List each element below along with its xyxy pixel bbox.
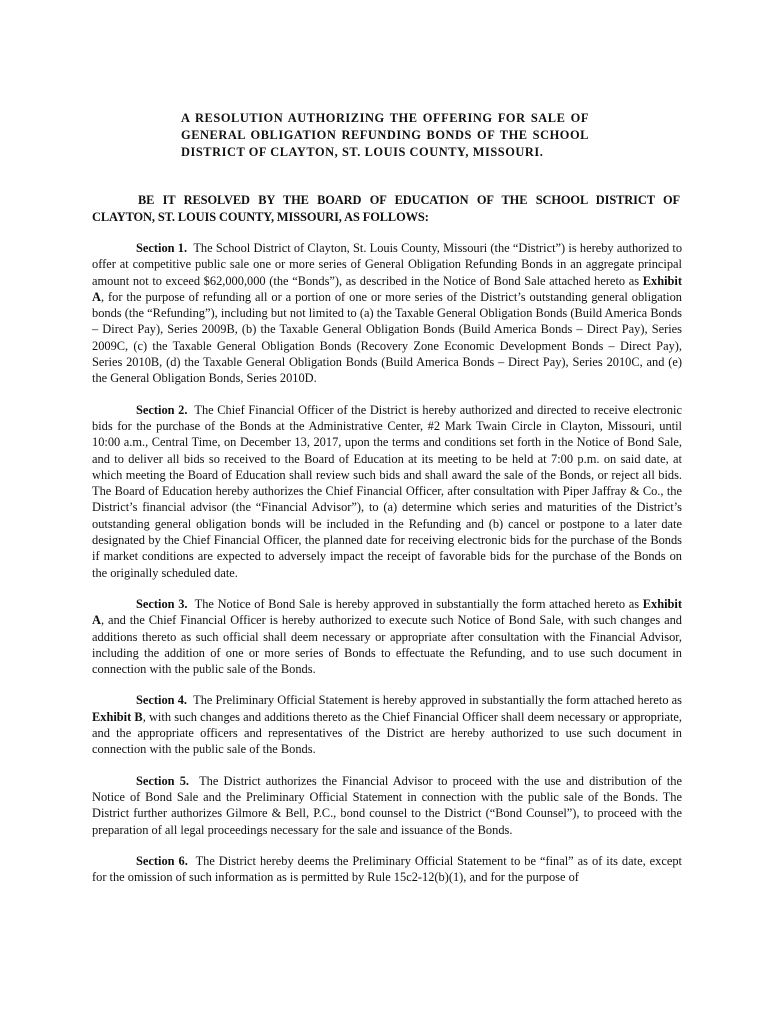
section-5-paragraph [92, 773, 682, 838]
section-2-paragraph [92, 402, 682, 581]
section-4-text-b: , with such changes and additions thereto as the Chief Financial Officer shall deem necessary or appropriate, and the appropriate officers and representatives of the District are hereby authorized to use such document in connection with the public sale of the Bonds. [92, 709, 682, 757]
resolved-clause: BE IT RESOLVED BY THE BOARD OF EDUCATION OF THE SCHOOL DISTRICT OF CLAYTON, ST. LOUIS COUNTY, MISSOURI, AS FOLLOWS: [92, 193, 680, 225]
section-4-exhibit-ref: Exhibit B [92, 709, 143, 724]
section-1-text-a: The School District of Clayton, St. Louis County, Missouri (the “District”) is hereby authorized to offer at competitive public sale one or more series of General Obligation Refunding Bonds in an aggregate principal amount not to exceed $62,000,000 (the “Bonds”), as described in the Notice of Bond Sale attached hereto as [92, 241, 683, 288]
sections-body [92, 240, 682, 900]
section-3-text-b: , and the Chief Financial Officer is hereby authorized to execute such Notice of Bond Sale, with such changes and additions thereto as such official shall deem necessary or appropriate after consultation with the Financial Advisor, including the addition of one or more series of Bonds to effectuate the Refunding, and to use such document in connection with the public sale of the Bonds. [92, 613, 682, 677]
resolution-title: A RESOLUTION AUTHORIZING THE OFFERING FOR SALE OF GENERAL OBLIGATION REFUNDING BONDS OF THE SCHOOL DISTRICT OF CLAYTON, ST. LOUIS COUNTY, MISSOURI. [181, 111, 589, 160]
section-1-text-b: , for the purpose of refunding all or a portion of one or more series of the District’s outstanding general obligation bonds (the “Refunding”), including but not limited to (a) the Taxable General Obligation Bonds (Build America Bonds – Direct Pay), Series 2009B, (b) the Taxable General Obligation Bonds (Build America Bonds – Direct Pay), Series 2009C, (c) the Taxable General Obligation Bonds (Recovery Zone Economic Development Bonds – Direct Pay), Series 2010B, (d) the Taxable General Obligation Bonds (Build America Bonds – Direct Pay), Series 2010C, and (e) the General Obligation Bonds, Series 2010D. [92, 289, 682, 386]
section-6-paragraph [92, 853, 682, 886]
section-6-text: The District hereby deems the Preliminary Official Statement to be “final” as of its date, except for the omission of such information as is permitted by Rule 15c2-12(b)(1), and for the purpose of [92, 853, 682, 885]
section-3-label: Section 3. [136, 596, 188, 611]
section-4-paragraph [92, 692, 682, 757]
section-3-exhibit-ref: Exhibit A [92, 596, 682, 628]
section-3-paragraph [92, 596, 682, 677]
section-4-label: Section 4. [136, 693, 188, 708]
section-4-text-a: The Preliminary Official Statement is hereby approved in substantially the form attached hereto as [193, 693, 683, 708]
section-2-text: The Chief Financial Officer of the District is hereby authorized and directed to receive electronic bids for the purchase of the Bonds at the Administrative Center, #2 Mark Twain Circle in Clayton, Missouri, until 10:00 a.m., Central Time, on December 13, 2017, upon the terms and conditions set forth in the Notice of Bond Sale, and to deliver all bids so received to the Board of Education at its meeting to be held at 7:00 p.m. on said date, at which meeting the Board of Education shall review such bids and shall award the sale of the Bonds, or reject all bids. The Board of Education hereby authorizes the Chief Financial Officer, after consultation with Piper Jaffray & Co., the District’s financial advisor (the “Financial Advisor”), to (a) determine which series and maturities of the District’s outstanding general obligation bonds will be included in the Refunding and (b) cancel or postpone to a later date designated by the Chief Financial Officer, the planned date for receiving electronic bids for the purchase of the Bonds if market conditions are expected to adversely impact the receipt of favorable bids for the purchase of the Bonds on the originally scheduled date. [92, 402, 682, 580]
section-1-paragraph [92, 240, 682, 387]
section-3-text-a: The Notice of Bond Sale is hereby approved in substantially the form attached hereto as [194, 596, 643, 611]
section-6-label: Section 6. [136, 853, 188, 868]
section-1-label: Section 1. [136, 241, 188, 255]
section-5-text: The District authorizes the Financial Advisor to proceed with the use and distribution of the Notice of Bond Sale and the Preliminary Official Statement in connection with the public sale of the Bonds. The District further authorizes Gilmore & Bell, P.C., bond counsel to the District (“Bond Counsel”), to proceed with the preparation of all legal proceedings necessary for the sale and issuance of the Bonds. [92, 773, 683, 837]
section-2-label: Section 2. [136, 402, 188, 417]
section-1-exhibit-ref: Exhibit A [92, 273, 682, 304]
section-5-label: Section 5. [136, 773, 189, 788]
